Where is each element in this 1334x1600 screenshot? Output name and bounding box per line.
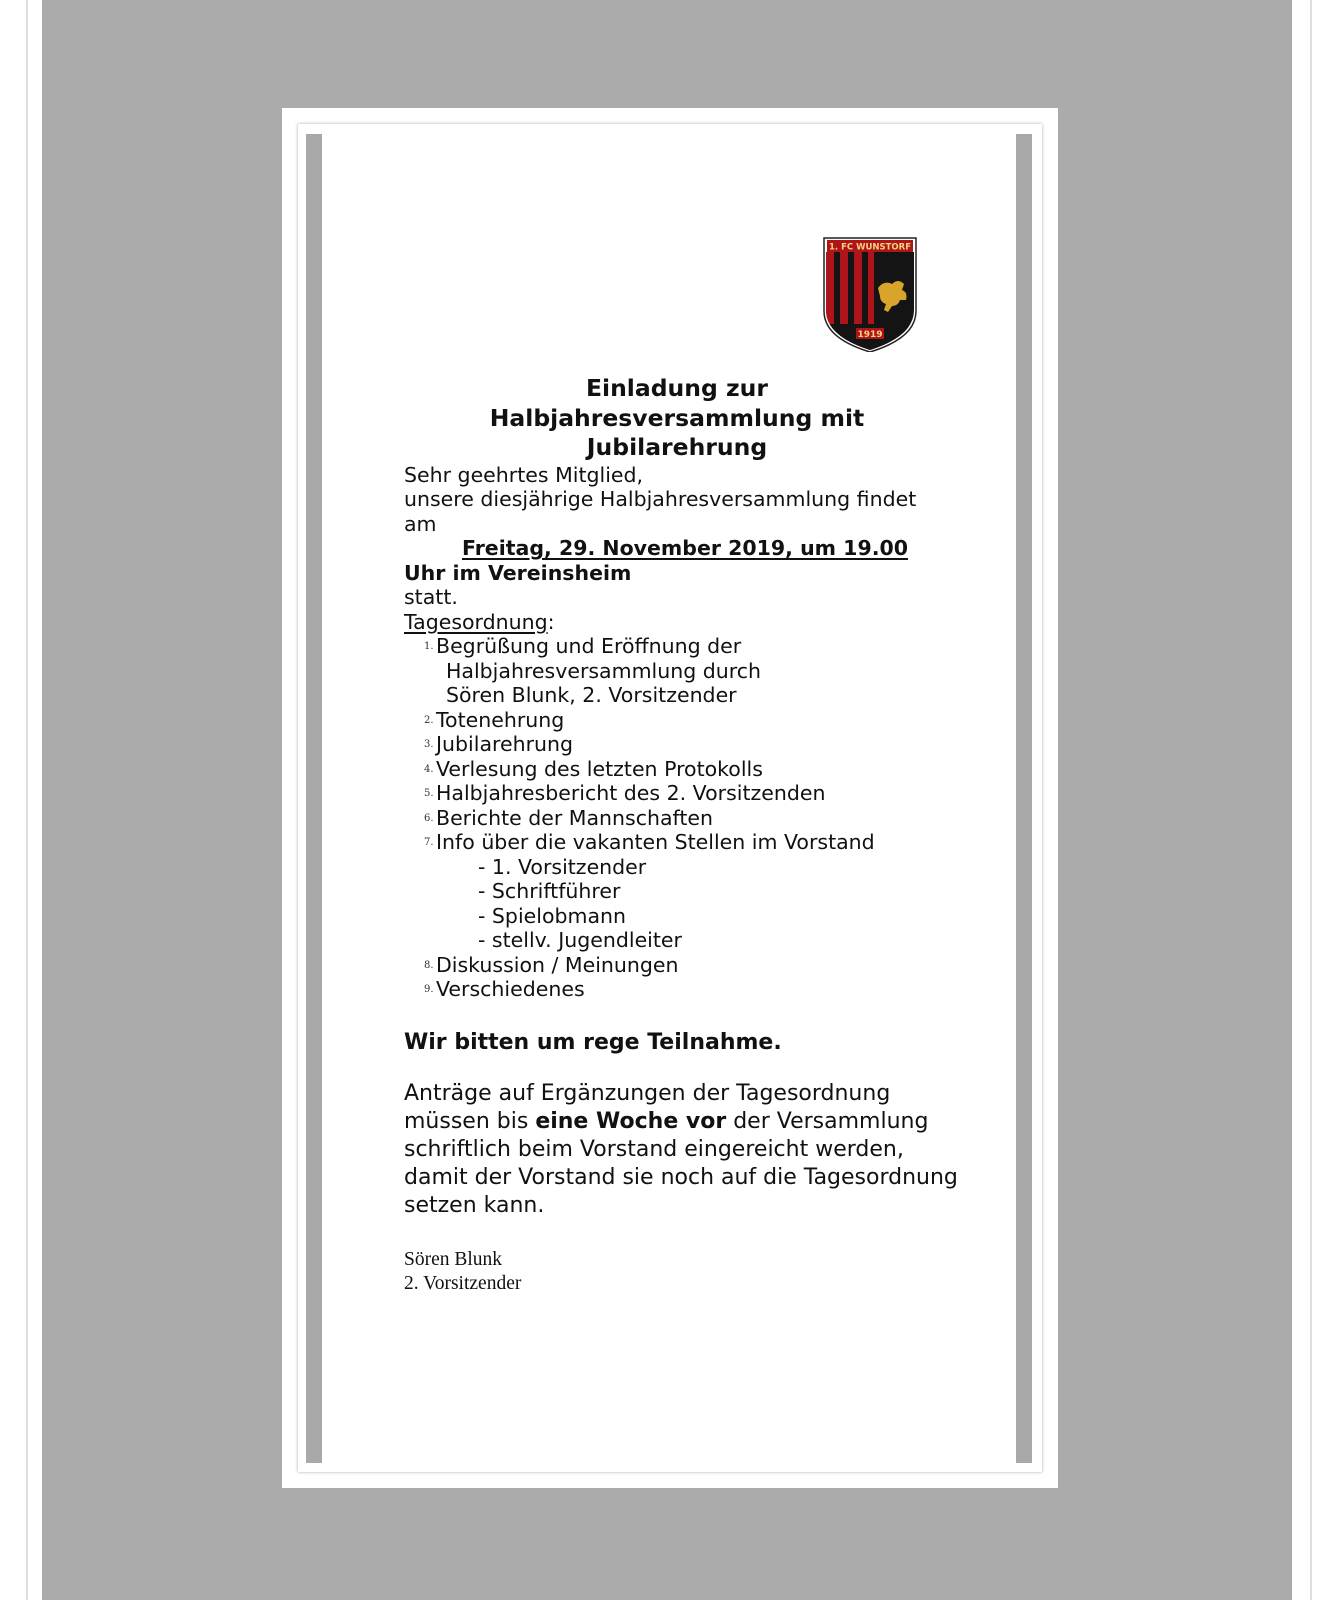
agenda-item	[404, 708, 964, 733]
note-part-1: Anträge auf Ergänzungen der Tagesordnung müssen bis	[404, 1080, 891, 1134]
vacant-position: - Schriftführer	[478, 879, 621, 903]
crest-year: 1919	[857, 330, 883, 340]
agenda-item	[404, 634, 964, 708]
agenda-heading-text: Tagesordnung	[404, 609, 548, 634]
agenda-item-number: 4.	[424, 763, 434, 775]
page-title	[404, 374, 964, 463]
meeting-date: Freitag, 29. November 2019, um 19.00	[462, 536, 909, 560]
agenda-item	[404, 977, 964, 1002]
agenda-item	[404, 757, 964, 782]
submission-note	[404, 1080, 964, 1220]
title-line-1: Einladung zur	[585, 374, 769, 402]
agenda-item-number: 5.	[424, 788, 434, 799]
agenda-item-text: Verschiedenes	[436, 977, 585, 1001]
agenda-item-number: 8.	[424, 959, 434, 971]
agenda-heading-colon: :	[547, 609, 555, 634]
invitation-content	[404, 374, 964, 1297]
agenda-list	[404, 634, 964, 1002]
agenda-item-text: Halbjahresbericht des 2. Vorsitzenden	[436, 781, 826, 805]
signature-name: Sören Blunk	[404, 1248, 503, 1270]
page-edge-left	[26, 0, 28, 1600]
meeting-location: Uhr im Vereinsheim	[404, 560, 632, 585]
note-part-2: der Versammlung schriftlich beim Vorstand eingereicht werden, damit der Vorstand sie noch auf die Tagesordnung setzen kann.	[404, 1108, 958, 1218]
intro-line-2: am	[404, 511, 437, 536]
agenda-item-text: Berichte der Mannschaften	[436, 805, 714, 830]
signature-role: 2. Vorsitzender	[404, 1273, 522, 1294]
agenda-item	[404, 830, 964, 953]
vacant-position: - Spielobmann	[478, 903, 627, 928]
right-margin-bar	[1016, 134, 1032, 1463]
vacant-positions-list	[436, 855, 964, 953]
agenda-item-number: 7.	[424, 837, 434, 848]
agenda-item-text: Info über die vakanten Stellen im Vorstand	[436, 830, 875, 854]
crest-club-name: 1. FC WUNSTORF	[829, 242, 911, 253]
agenda-item-text: Jubilarehrung	[436, 732, 574, 756]
agenda-item-text: Verlesung des letzten Protokolls	[436, 756, 763, 781]
club-crest-logo	[822, 236, 918, 352]
signature-block	[404, 1248, 964, 1297]
agenda-item	[404, 806, 964, 831]
after-date-text: statt.	[404, 585, 458, 609]
agenda-item-number: 2.	[424, 714, 434, 726]
meeting-date-line-1	[404, 536, 964, 561]
intro-line-1: unsere diesjährige Halbjahresversammlung findet	[404, 487, 917, 511]
title-line-3: Jubilarehrung	[586, 433, 768, 461]
agenda-heading	[404, 610, 964, 635]
page-edge-right	[1310, 0, 1312, 1600]
agenda-item	[404, 732, 964, 757]
closing-request: Wir bitten um rege Teilnahme.	[404, 1029, 782, 1055]
agenda-item-number: 3.	[424, 739, 434, 750]
note-deadline: eine Woche vor	[535, 1108, 727, 1134]
agenda-item	[404, 953, 964, 978]
left-margin-bar	[306, 134, 322, 1463]
agenda-item-number: 9.	[424, 984, 434, 995]
title-line-2: Halbjahresversammlung mit	[489, 403, 865, 432]
agenda-item-number: 6.	[424, 812, 434, 824]
agenda-item-number: 1.	[424, 641, 434, 652]
agenda-item	[404, 781, 964, 806]
agenda-item-text: Totenehrung	[436, 707, 565, 732]
agenda-item-text: Diskussion / Meinungen	[436, 952, 679, 977]
vacant-position: - stellv. Jugendleiter	[478, 928, 682, 952]
vacant-position: - 1. Vorsitzender	[478, 854, 647, 879]
agenda-item-continuation: Halbjahresversammlung durch	[446, 658, 762, 683]
greeting: Sehr geehrtes Mitglied,	[404, 462, 644, 487]
agenda-item-text: Begrüßung und Eröffnung der	[436, 634, 742, 658]
agenda-item-continuation: Sören Blunk, 2. Vorsitzender	[446, 683, 737, 707]
